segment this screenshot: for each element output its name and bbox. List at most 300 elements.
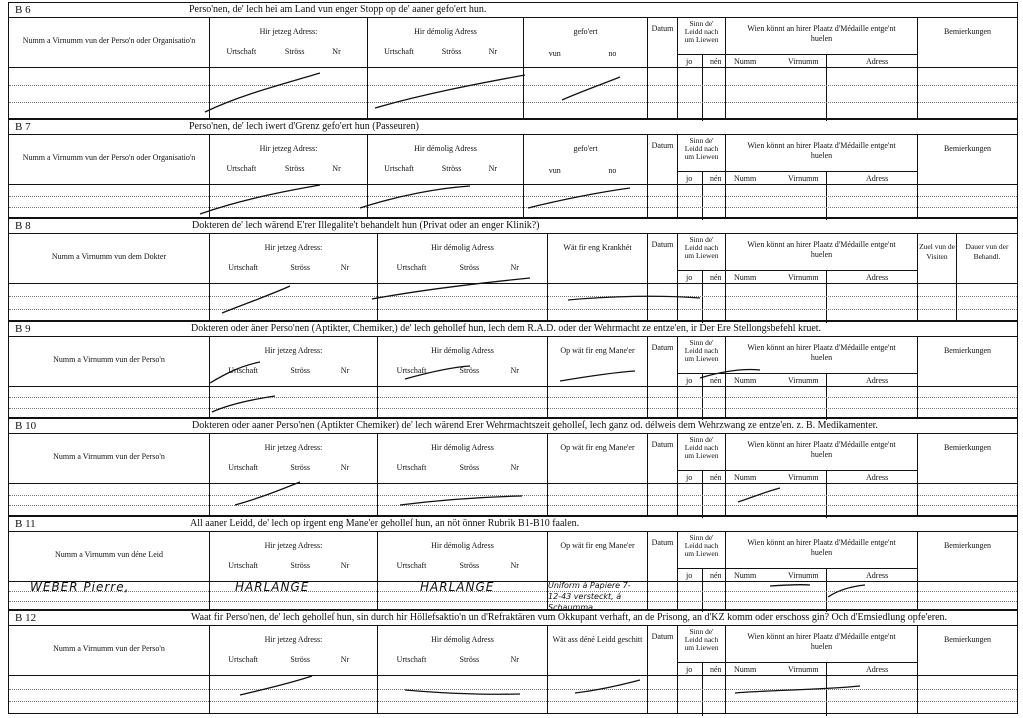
number-label: Nr [510,366,519,375]
entry-rows[interactable] [9,581,1017,609]
surname-label: Numm [734,376,757,385]
column-divider [209,185,210,217]
column-header-label: Hir démolig Adress [431,346,494,355]
divider [726,662,917,663]
column-divider [917,582,918,609]
street-label: Ströss [290,561,310,570]
entry-rows[interactable] [9,184,1017,217]
column-header-label: gefo'ert [573,27,598,36]
section-title: All aaner Leidd, de' lech op irgent eng Mane'er geholleſ hun, an nöt önner Rubrik B1-B10 faalen. [190,518,580,529]
column-divider [209,582,210,609]
section-code: B 12 [15,612,37,624]
column-header-label: Numm a Virnumm vun der Perso'n [53,452,165,461]
row-line [9,701,1017,702]
column-header-label: Sinn de' Leidd nach um Liewen [684,235,719,260]
date-column-header [647,135,677,185]
column-header-label: Datum [651,538,674,547]
to-label: no [608,49,617,58]
column-header-label: Wien könnt an hirer Plaatz d'Médaille entge'nt huelen [747,440,896,459]
column-divider [377,582,378,609]
name-column-header [9,135,209,185]
column-divider [209,68,210,118]
street-label: Ströss [441,164,462,173]
section-code: B 9 [15,323,31,335]
column-divider [725,68,726,118]
column-divider [677,284,678,320]
column-header-label: gefo'ert [573,144,598,153]
column-header-label: Op wät fir eng Mane'er [560,541,635,550]
form-section-b10 [8,418,1018,516]
name-column-header [9,434,209,484]
column-header-label: Hir jetzeg Adress: [259,144,318,153]
section-code: B 7 [15,121,31,133]
ortschaft-label: Urtschaft [384,164,414,173]
column-header-label: Datum [651,141,674,150]
section-code: B 6 [15,4,31,16]
section-title: Perso'nen, de' lech hei am Land vun enger Stopp op de' aaner gefo'ert hun. [189,4,487,15]
name-column-header [9,532,209,582]
column-divider [677,68,678,118]
column-header-label: Wät ass déné Leidd geschitt [552,635,643,644]
date-column-header [647,532,677,582]
alive-column-header [677,532,725,582]
column-divider [547,387,548,417]
date-column-header [647,337,677,387]
entry-rows[interactable] [9,283,1017,320]
street-label: Ströss [459,655,480,664]
column-divider [647,185,648,217]
medal-recipient-header [725,434,917,484]
ortschaft-label: Urtschaft [226,47,257,56]
column-divider [377,284,378,320]
ortschaft-label: Urtschaft [228,463,258,472]
street-label: Ströss [459,561,480,570]
column-divider [725,676,726,713]
column-header-label: Wät fir eng Krankhét [563,243,632,252]
column-header-label: Sinn de' Leidd nach um Liewen [684,435,719,460]
address-label: Adress [866,174,889,183]
ortschaft-label: Urtschaft [226,164,257,173]
row-line [9,408,1017,409]
column-header-label: Bemierkungen [943,635,992,644]
column-divider [677,185,678,217]
medal-recipient-header [725,234,917,284]
column-divider [725,582,726,609]
name-column-header [9,626,209,676]
column-divider [647,582,648,609]
number-label: Nr [340,561,350,570]
street-label: Ströss [459,463,480,472]
surname-label: Numm [734,665,757,674]
column-header-label: Hir jetzeg Adress: [264,346,323,355]
column-header-label: Hir jetzeg Adress: [259,27,318,36]
column-divider [677,582,678,609]
yes-label: jo [686,665,693,674]
column-divider [725,284,726,320]
column-divider [725,185,726,217]
name-column-header [9,234,209,284]
column-header-label: Datum [651,343,674,352]
former-address-header [367,135,523,185]
column-divider [725,387,726,417]
medal-recipient-header [725,337,917,387]
column-header-label: Bemierkungen [943,346,992,355]
number-label: Nr [488,47,498,56]
current-address-header [209,234,377,284]
column-divider [677,387,678,417]
column-divider [377,676,378,713]
section-header [9,134,1017,185]
no-label: nén [710,57,722,66]
from-label: vun [548,49,561,58]
column-divider [547,284,548,320]
address-label: Adress [866,57,889,66]
number-label: Nr [332,164,341,173]
remarks-column-header [917,337,1017,387]
yes-label: jo [686,473,693,482]
detail-column-header [523,18,647,68]
surname-label: Numm [734,174,757,183]
section-header [9,233,1017,284]
no-label: nén [710,665,722,674]
row-line [9,85,1017,86]
column-divider [647,68,648,118]
column-divider [647,484,648,515]
form-section-b12 [8,610,1018,714]
date-column-header [647,434,677,484]
divider [726,171,917,172]
address-label: Adress [866,273,889,282]
form-section-b11 [8,516,1018,610]
ortschaft-label: Urtschaft [396,263,427,272]
row-line [9,601,1017,602]
section-code: B 10 [15,420,37,432]
medal-recipient-header [725,18,917,68]
form-section-b9 [8,321,1018,418]
number-label: Nr [510,463,519,472]
column-header-label: Bemierkungen [943,541,992,550]
address-label: Adress [866,665,889,674]
current-address-header [209,337,377,387]
no-label: nén [710,376,722,385]
alive-column-header [677,626,725,676]
alive-column-header [677,234,725,284]
column-header-label: Wien könnt an hirer Plaatz d'Médaille entge'nt huelen [747,343,896,362]
ortschaft-label: Urtschaft [396,561,427,570]
former-address-header [377,337,547,387]
column-header-label: Hir jetzeg Adress: [264,443,323,452]
column-divider [917,484,918,515]
form-section-b8 [8,218,1018,321]
column-divider [917,284,918,320]
current-address-header [209,18,367,68]
street-label: Ströss [284,47,305,56]
yes-label: jo [686,273,693,282]
column-divider [377,484,378,515]
column-header-label: Bemierkungen [943,27,992,36]
ortschaft-label: Urtschaft [396,463,427,472]
number-label: Nr [340,263,350,272]
row-line [9,102,1017,103]
to-label: no [608,166,617,175]
entry-rows[interactable] [9,67,1017,118]
column-divider [209,387,210,417]
firstname-label: Virnumm [788,571,819,580]
name-column-header [9,337,209,387]
section-code: B 11 [15,518,36,530]
alive-column-header [677,135,725,185]
remarks-column-header [917,626,1017,676]
column-header-label: Wien könnt an hirer Plaatz d'Médaille entge'nt huelen [747,632,896,651]
column-header-label: Op wät fir eng Mane'er [560,443,635,452]
handwritten-town-then: HARLANGE [420,580,495,594]
alive-column-header [677,337,725,387]
column-header-label: Wien könnt an hirer Plaatz d'Médaille entge'nt huelen [747,24,896,43]
former-address-header [377,626,547,676]
alive-column-header [677,434,725,484]
date-column-header [647,234,677,284]
entry-rows[interactable] [9,675,1017,713]
column-divider [917,387,918,417]
firstname-label: Virnumm [788,57,819,66]
column-header-label: Zuel vun de Visiten [919,242,955,261]
no-label: nén [710,174,722,183]
street-label: Ströss [459,366,480,375]
surname-label: Numm [734,273,757,282]
column-header-label: Numm a Virnumm vun der Perso'n oder Organisatio'n [22,153,196,162]
entry-rows[interactable] [9,386,1017,417]
no-label: nén [710,571,722,580]
from-label: vun [548,166,561,175]
column-header-label: Op wät fir eng Mane'er [560,346,635,355]
remarks-column-header [917,18,1017,68]
street-label: Ströss [441,47,462,56]
firstname-label: Virnumm [788,174,819,183]
section-title: Dokteren oder äner Perso'nen (Aptikter, Chemiker,) de' lech gehollef hun, lech dem R.A.D. oder der Wehrmacht ze entze'en, ir Der Ere Stellongsbefehl kruet. [191,323,822,334]
current-address-header [209,532,377,582]
detail-column-header [523,135,647,185]
column-divider [523,68,524,118]
column-header-label: Wien könnt an hirer Plaatz d'Médaille entge'nt huelen [747,141,896,160]
number-label: Nr [510,561,519,570]
column-header-label: Bemierkungen [943,443,992,452]
column-header-label: Sinn de' Leidd nach um Liewen [684,338,719,363]
column-header-label: Hir démolig Adress [414,27,477,36]
yes-label: jo [686,376,693,385]
ortschaft-label: Urtschaft [228,366,258,375]
column-header-label: Dauer vun der Behandl. [965,242,1009,261]
column-divider [547,484,548,515]
divider [726,54,917,55]
surname-label: Numm [734,57,757,66]
column-header-label: Hir démolig Adress [431,635,494,644]
row-line [9,505,1017,506]
row-line [9,196,1017,197]
column-divider [209,484,210,515]
section-title: Waat fir Perso'nen, de' lech geholleſ hun, sin durch hir Höllefsaktio'n un d'Refraktären vum Okkupant verhaft, an de Prisong, an d'KZ komm oder erschoss gin? Och d'Emsiedlung opfe'eren. [191,612,948,623]
address-label: Adress [866,473,889,482]
detail-column-header [547,434,647,484]
name-column-header [9,18,209,68]
column-header-label: Numm a Virnumm vun der Perso'n [53,644,165,653]
medal-recipient-header [725,135,917,185]
column-header-label: Sinn de' Leidd nach um Liewen [684,627,719,652]
remarks-column-header [917,234,956,284]
divider [726,470,917,471]
form-section-b6 [8,2,1018,119]
current-address-header [209,135,367,185]
no-label: nén [710,473,722,482]
column-header-label: Sinn de' Leidd nach um Liewen [684,19,719,44]
column-divider [677,676,678,713]
column-header-label: Datum [651,632,674,641]
detail-column-header [547,337,647,387]
section-header [9,433,1017,484]
section-code: B 8 [15,220,31,232]
column-divider [917,185,918,217]
ortschaft-label: Urtschaft [396,366,427,375]
detail-column-header [547,626,647,676]
firstname-label: Virnumm [788,665,819,674]
column-header-label: Datum [651,240,674,249]
column-header-label: Numm a Virnumm vun déne Leid [54,550,164,559]
column-divider [956,284,957,320]
column-header-label: Hir démolig Adress [431,541,494,550]
section-title: Dokteren oder aaner Perso'nen (Aptikter Chemiker) de' lech wärend Erer Wehrmachtszeit geholleſ, lech ganz od. délweis dem Wehrzwang ze entze'en. z. B. Medikamenter. [192,420,878,431]
column-divider [523,185,524,217]
column-header-label: Bemierkungen [943,144,992,153]
column-header-label: Numm a Virnumm vun der Perso'n oder Organisatio'n [22,36,196,45]
no-label: nén [710,273,722,282]
surname-label: Numm [734,473,757,482]
address-label: Adress [866,376,889,385]
divider [726,270,917,271]
number-label: Nr [510,263,519,272]
divider [726,373,917,374]
column-header-label: Datum [651,440,674,449]
entry-rows[interactable] [9,483,1017,515]
address-label: Adress [866,571,889,580]
column-header-label: Wien könnt an hirer Plaatz d'Médaille entge'nt huelen [747,538,896,557]
street-label: Ströss [459,263,480,272]
firstname-label: Virnumm [788,473,819,482]
column-header-label: Hir démolig Adress [431,243,494,252]
row-line [9,296,1017,297]
remarks-column-header [917,434,1017,484]
alive-column-header [677,18,725,68]
column-header-label: Hir démolig Adress [414,144,477,153]
treatment-duration-header [956,234,1017,284]
medal-recipient-header [725,626,917,676]
column-header-label: Numm a Virnumm vun dem Dokter [51,252,167,261]
yes-label: jo [686,571,693,580]
row-line [9,397,1017,398]
column-header-label: Hir jetzeg Adress: [264,635,323,644]
former-address-header [377,234,547,284]
section-header [9,625,1017,676]
ortschaft-label: Urtschaft [396,655,427,664]
row-line [9,495,1017,496]
column-divider [377,387,378,417]
remarks-column-header [917,135,1017,185]
section-header [9,336,1017,387]
column-divider [647,676,648,713]
column-header-label: Wien könnt an hirer Plaatz d'Médaille entge'nt huelen [747,240,896,259]
column-header-label: Sinn de' Leidd nach um Liewen [684,136,719,161]
number-label: Nr [340,366,350,375]
detail-column-header [547,532,647,582]
form-section-b7 [8,119,1018,218]
column-header-label: Hir jetzeg Adress: [264,541,323,550]
number-label: Nr [488,164,498,173]
divider [726,568,917,569]
street-label: Ströss [290,366,310,375]
ortschaft-label: Urtschaft [228,655,258,664]
column-divider [367,185,368,217]
current-address-header [209,434,377,484]
yes-label: jo [686,57,693,66]
ortschaft-label: Urtschaft [228,263,258,272]
column-divider [209,284,210,320]
handwritten-note: Uniform à Papiere 7-12-43 versteckt, á Schaumma... [548,581,631,612]
ortschaft-label: Urtschaft [228,561,258,570]
row-line [9,207,1017,208]
detail-column-header [547,234,647,284]
firstname-label: Virnumm [788,273,819,282]
firstname-label: Virnumm [788,376,819,385]
column-header-label: Numm a Virnumm vun der Perso'n [53,355,165,364]
column-header-label: Sinn de' Leidd nach um Liewen [684,533,719,558]
yes-label: jo [686,174,693,183]
column-header-label: Hir jetzeg Adress: [264,243,323,252]
column-divider [367,68,368,118]
column-divider [647,284,648,320]
ortschaft-label: Urtschaft [384,47,414,56]
section-header [9,17,1017,68]
current-address-header [209,626,377,676]
column-divider [917,676,918,713]
surname-label: Numm [734,571,757,580]
street-label: Ströss [284,164,305,173]
date-column-header [647,18,677,68]
number-label: Nr [332,47,341,56]
column-header-label: Datum [651,24,674,33]
column-divider [209,676,210,713]
row-line [9,591,1017,592]
row-line [9,309,1017,310]
column-divider [547,676,548,713]
section-title: Perso'nen, de' lech iwert d'Grenz gefo'ert hun (Passeuren) [189,121,419,132]
column-divider [725,484,726,515]
street-label: Ströss [290,463,310,472]
remarks-column-header [917,532,1017,582]
number-label: Nr [510,655,519,664]
number-label: Nr [340,655,350,664]
street-label: Ströss [290,263,310,272]
handwritten-town-now: HARLANGE [235,580,310,594]
column-divider [917,68,918,118]
former-address-header [377,434,547,484]
medal-recipient-header [725,532,917,582]
handwritten-name: WEBER Pierre, [30,580,130,594]
column-header-label: Hir démolig Adress [431,443,494,452]
former-address-header [367,18,523,68]
column-divider [677,484,678,515]
row-line [9,689,1017,690]
date-column-header [647,626,677,676]
former-address-header [377,532,547,582]
column-divider [647,387,648,417]
